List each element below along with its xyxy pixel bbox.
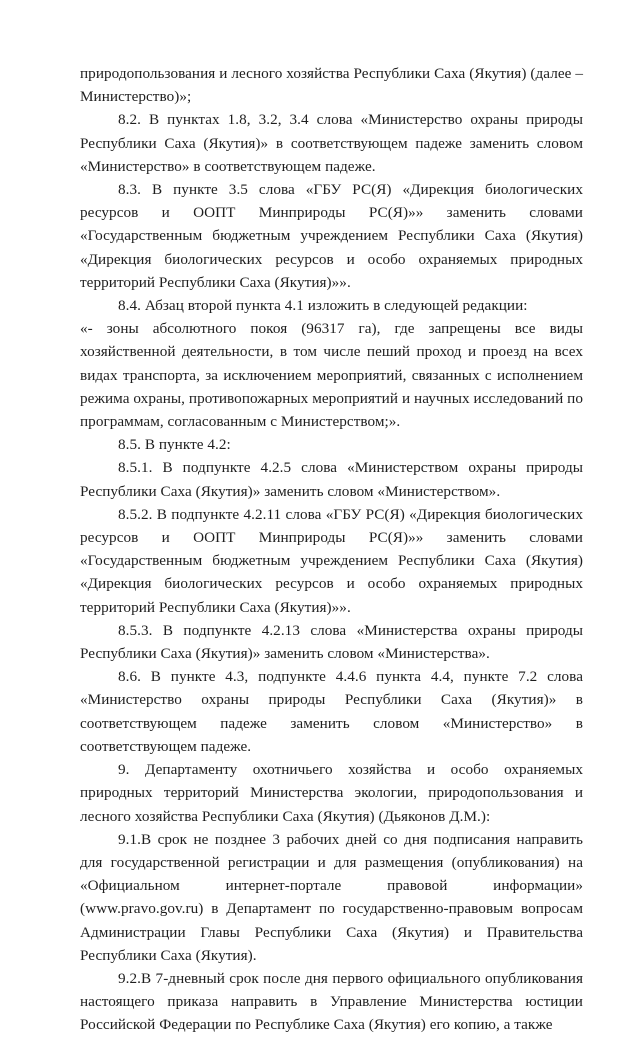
paragraph-8-5-3: 8.5.3. В подпункте 4.2.13 слова «Министерства охраны природы Республики Саха (Якутия)» заменить словом «Министерства». — [80, 621, 583, 663]
paragraph-8-4: 8.4. Абзац второй пункта 4.1 изложить в следующей редакции: — [118, 297, 528, 315]
paragraph-8-5-2: 8.5.2. В подпункте 4.2.11 слова «ГБУ РС(Я) «Дирекция биологических ресурсов и ООПТ Минприроды РС(Я)»» заменить словами «Государственным бюджетным учреждением Республики Саха (Якутия) «Дирекция биологических ресурсов и особо охраняемых природных территорий Республики Саха (Якутия)»». — [80, 505, 583, 616]
paragraph-8-4-quote: «- зоны абсолютного покоя (96317 га), где запрещены все виды хозяйственной деятельности, в том числе пеший проход и проезд на всех видах транспорта, за исключением мероприятий, связанных с исполнением режима охраны, противопожарных мероприятий и научных исследований по программам, согласованным с Министерством;». — [80, 320, 583, 431]
paragraph-8-5: 8.5. В пункте 4.2: — [118, 436, 231, 454]
document-body — [80, 62, 583, 1037]
paragraph-9: 9. Департаменту охотничьего хозяйства и особо охраняемых природных территорий Министерства экологии, природопользования и лесного хозяйства Республики Саха (Якутия) (Дьяконов Д.М.): — [80, 761, 583, 825]
paragraph-8-2: 8.2. В пунктах 1.8, 3.2, 3.4 слова «Министерство охраны природы Республики Саха (Якутия)» в соответствующем падеже заменить словом «Министерство» в соответствующем падеже. — [80, 111, 583, 175]
paragraph-8-5-1: 8.5.1. В подпункте 4.2.5 слова «Министерством охраны природы Республики Саха (Якутия)» заменить словом «Министерством». — [80, 459, 583, 500]
paragraph-9-1: 9.1.В срок не позднее 3 рабочих дней со дня подписания направить для государственной регистрации и для размещения (опубликования) на «Официальном интернет-портале правовой информации» (www.pravo.gov.ru) в Департамент по государственно-правовым вопросам Администрации Главы Республики Саха (Якутия) и Правительства Республики Саха (Якутия). — [80, 830, 583, 964]
paragraph-9-2: 9.2.В 7-дневный срок после дня первого официального опубликования настоящего приказа направить в Управление Министерства юстиции Российской Федерации по Республике Саха (Якутия) его копию, а также — [80, 969, 583, 1034]
paragraph-8-6: 8.6. В пункте 4.3, подпункте 4.4.6 пункта 4.4, пункте 7.2 слова «Министерство охраны природы Республики Саха (Якутия)» в соответствующем падеже заменить словом «Министерство» в соответствующем падеже. — [80, 668, 583, 755]
paragraph-8-3: 8.3. В пункте 3.5 слова «ГБУ РС(Я) «Дирекция биологических ресурсов и ООПТ Минприроды РС(Я)»» заменить словами «Государственным бюджетным учреждением Республики Саха (Якутия) «Дирекция биологических ресурсов и особо охраняемых природных территорий Республики Саха (Якутия)»». — [80, 181, 583, 291]
paragraph-continuation: природопользования и лесного хозяйства Республики Саха (Якутия) (далее – Министерство)»; — [80, 65, 583, 106]
